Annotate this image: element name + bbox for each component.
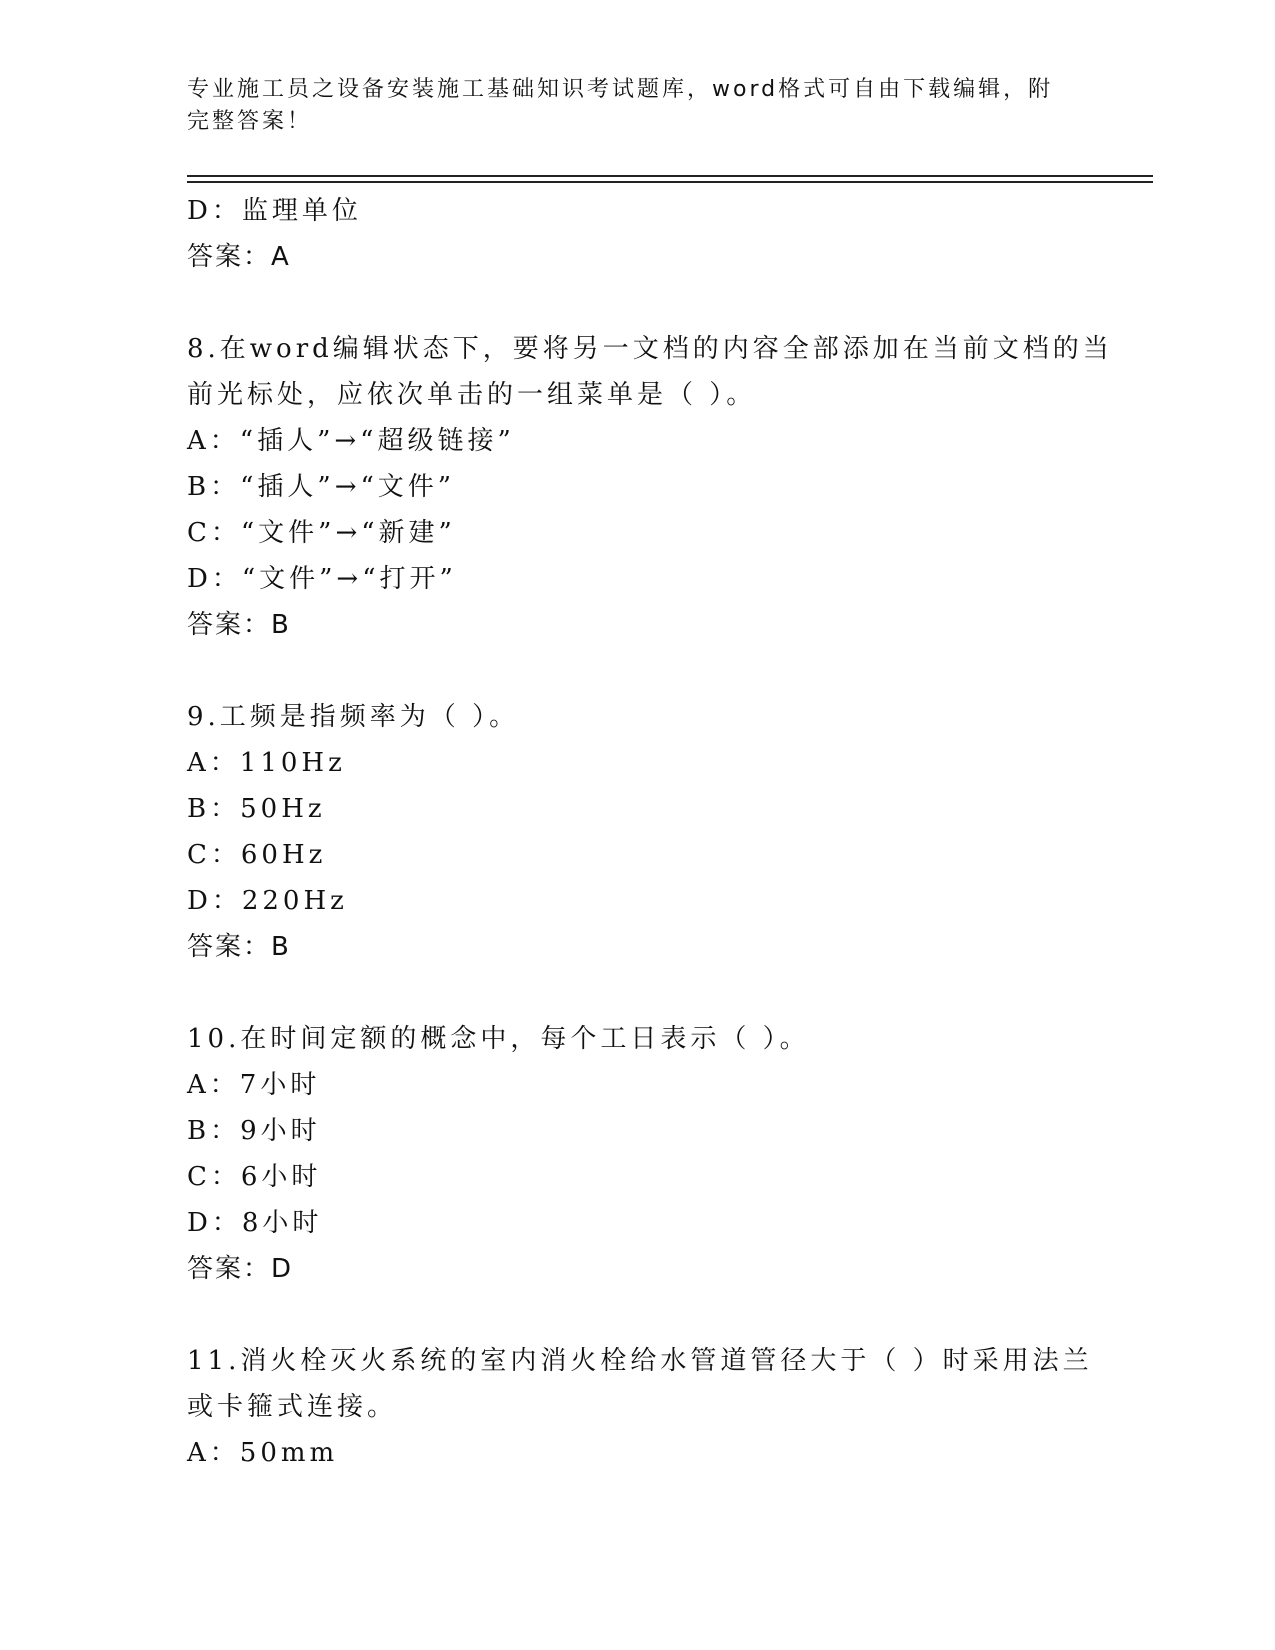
question-8-option-c: C：“文件”→“新建” <box>187 518 456 548</box>
question-8-text-line-2: 前光标处，应依次单击的一组菜单是（ ）。 <box>187 380 757 410</box>
question-9-option-d: D：220Hz <box>187 886 348 916</box>
header-divider-top <box>187 175 1153 177</box>
question-9-option-c: C：60Hz <box>187 840 327 870</box>
question-10-option-b: B：9小时 <box>187 1116 321 1146</box>
question-9-option-b: B：50Hz <box>187 794 326 824</box>
question-10-text: 10.在时间定额的概念中，每个工日表示（ ）。 <box>187 1024 810 1054</box>
question-11-text-line-2: 或卡箍式连接。 <box>187 1392 398 1422</box>
question-9-option-a: A：110Hz <box>187 748 346 778</box>
prev-option-d: D：监理单位 <box>187 196 362 226</box>
spacer <box>187 648 1087 694</box>
spacer <box>187 970 1087 1016</box>
spacer <box>187 1292 1087 1338</box>
question-9-answer: 答案：B <box>187 932 291 962</box>
question-8-option-b: B：“插人”→“文件” <box>187 472 456 502</box>
question-10-option-c: C：6小时 <box>187 1162 322 1192</box>
question-11-text-line-1: 11.消火栓灭火系统的室内消火栓给水管道管径大于（ ）时采用法兰 <box>187 1346 1093 1376</box>
question-10-option-d: D：8小时 <box>187 1208 323 1238</box>
question-8-answer: 答案：B <box>187 610 291 640</box>
header-divider-bottom <box>187 181 1153 183</box>
prev-answer: 答案：A <box>187 242 291 272</box>
question-content <box>187 188 1113 1476</box>
question-10-answer: 答案：D <box>187 1254 294 1284</box>
question-9-text: 9.工频是指频率为（ ）。 <box>187 702 520 732</box>
question-11-option-a: A：50mm <box>187 1438 339 1468</box>
question-8-option-d: D：“文件”→“打开” <box>187 564 457 594</box>
question-8-text-line-1: 8.在word编辑状态下，要将另一文档的内容全部添加在当前文档的当 <box>187 334 1113 364</box>
document-header: 专业施工员之设备安装施工基础知识考试题库，word格式可自由下载编辑，附完整答案！ <box>187 77 1054 134</box>
question-8-option-a: A：“插人”→“超级链接” <box>187 426 515 456</box>
question-10-option-a: A：7小时 <box>187 1070 321 1100</box>
spacer <box>187 280 1087 326</box>
